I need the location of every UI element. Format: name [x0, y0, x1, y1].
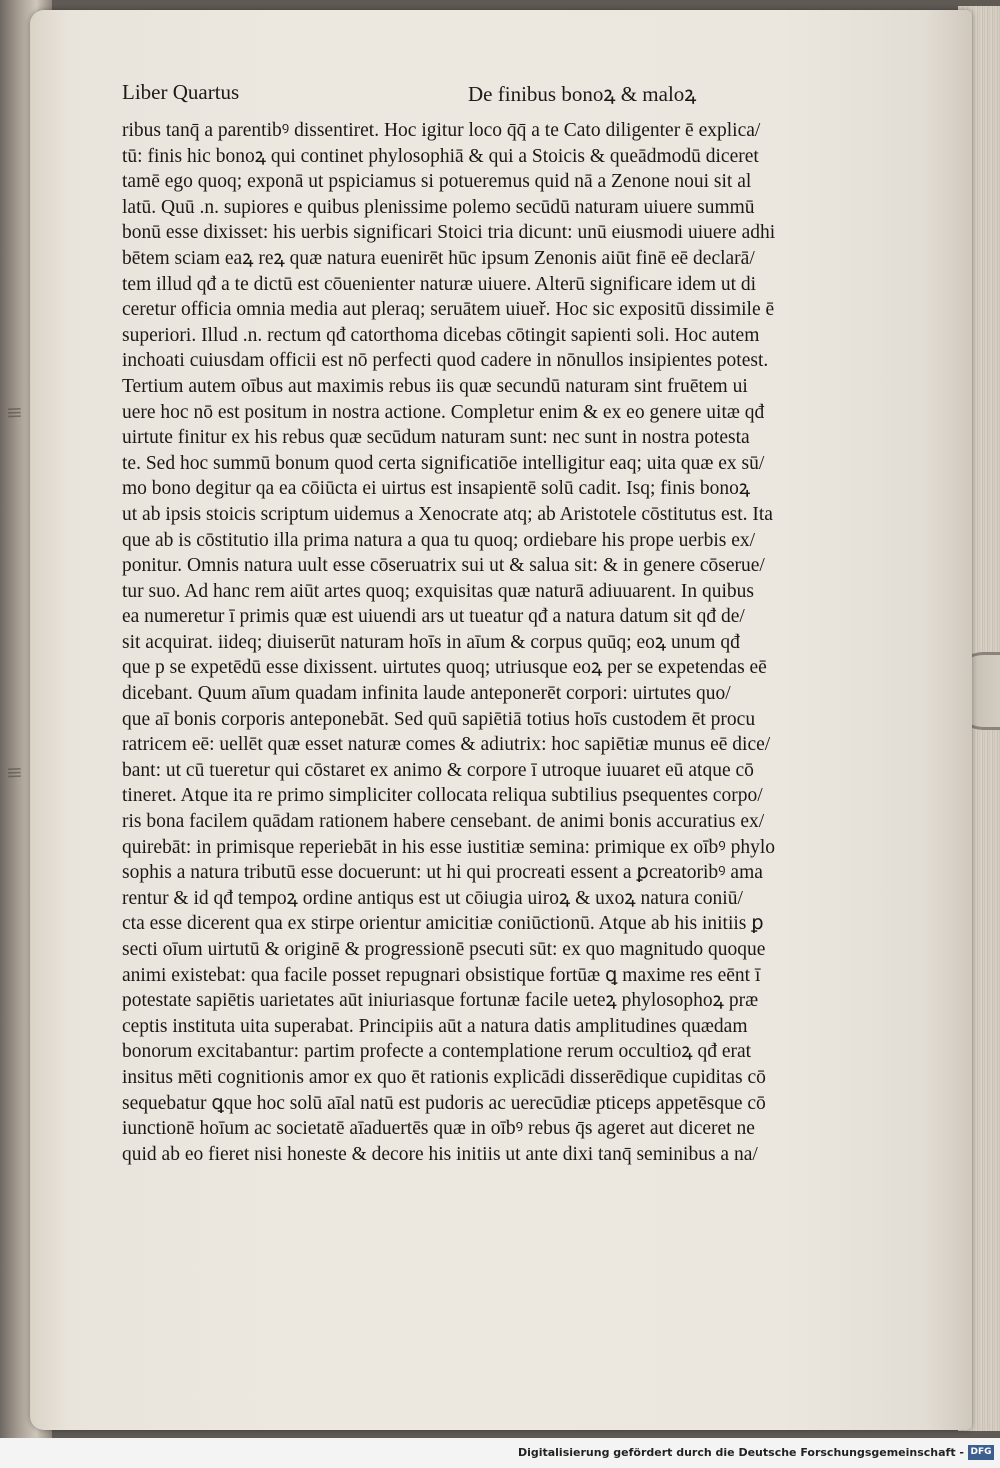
- text-line: insitus mēti cognitionis amor ex quo ēt rationis explicādi disserēdique cupiditas cō: [122, 1066, 766, 1088]
- text-line: que aī bonis corporis anteponebāt. Sed quū sapiētiā totius hoīs custodem ēt procu: [122, 708, 756, 730]
- text-line: ea numeretur ī primis quæ est uiuendi ars ut tueatur qđ a natura datum sit qđ de/: [122, 606, 745, 628]
- text-line: bant: ut cū tueretur qui cōstaret ex animo & corpore ī utroque iuuaret eū atque cō: [122, 759, 754, 781]
- text-line: bonorum excitabantur: partim profecte a contemplatione rerum occultioꝝ qđ erat: [122, 1041, 752, 1063]
- text-line: sophis a natura tributū esse docuerunt: ut hi qui procreati essent a ꝑcreatoribꝰ ama: [122, 862, 763, 884]
- text-line: latū. Quū .n. supiores e quibus plenissime polemo secūdū naturam uiuere summū: [122, 196, 755, 218]
- text-line: tū: finis hic bonoꝝ qui continet phylosophiā & qui a Stoicis & queādmodū diceret: [122, 145, 759, 167]
- text-line: ris bona facilem quādam rationem habere censebant. de animi bonis accuratius ex/: [122, 811, 765, 833]
- text-line: animi existebat: qua facile posset repugnari obsistique fortūæ ꝗ maxime res eēnt ī: [122, 964, 761, 986]
- text-line: superiori. Illud .n. rectum qđ catorthoma dicebas cōtingit sapienti soli. Hoc autem: [122, 324, 760, 346]
- text-line: iunctionē hoīum ac societatē aīaduertēs quæ in oībꝰ rebus q̄s ageret aut diceret ne: [122, 1118, 755, 1140]
- text-line: ut ab ipsis stoicis scriptum uidemus a Xenocrate atq; ab Aristotele cōstitutus est. Ita: [122, 503, 773, 525]
- running-head-right: De finibus bonoꝝ & maloꝝ: [468, 82, 697, 106]
- text-line: te. Sed hoc summū bonum quod certa significatiōe intelligitur eaq; uita quæ ex sū/: [122, 452, 765, 474]
- text-line: uere hoc nō est positum in nostra actione. Completur enim & ex eo genere uitæ qđ: [122, 401, 765, 423]
- text-line: uirtute finitur ex his rebus quæ secūdum naturam sunt: nec sunt in nostra potesta: [122, 427, 750, 449]
- text-line: sit acquirat. iideq; diuiserūt naturam hoīs in aīum & corpus quūq; eoꝝ unum qđ: [122, 631, 740, 653]
- text-line: tamē ego quoq; exponā ut pspiciamus si potueremus quid nā a Zenone noui sit al: [122, 171, 752, 193]
- adjacent-page-edge: ≡ ≡: [0, 0, 52, 1438]
- text-line: ponitur. Omnis natura uult esse cōseruatrix sui ut & salua sit: & in genere cōserue/: [122, 555, 765, 577]
- text-line: sequebatur ꝗque hoc solū aīal natū est pudoris ac uerecūdiæ pticeps appetēsque cō: [122, 1092, 766, 1114]
- text-line: ceptis instituta uita superabat. Principiis aūt a natura datis amplitudines quædam: [122, 1015, 748, 1037]
- text-line: bētem sciam eaꝝ reꝝ quæ natura euenirēt hūc ipsum Zenonis aiūt finē eē declarā/: [122, 247, 755, 269]
- text-line: cta esse dicerent qua ex stirpe orientur amicitiæ coniūctionū. Atque ab his initiis ꝑ: [122, 913, 764, 935]
- text-line: tur suo. Ad hanc rem aiūt artes quoq; exquisitas quæ naturā adiuuarent. In quibus: [122, 580, 754, 602]
- text-line: tineret. Atque ita re primo simpliciter collocata reliqua subtilius psequentes corpo/: [122, 785, 763, 807]
- body-text: [122, 118, 822, 1167]
- footer-bar: [0, 1438, 1000, 1468]
- dfg-logo: DFG: [968, 1445, 994, 1460]
- text-line: secti oīum uirtutū & originē & progressionē psecuti sūt: ex quo magnitudo quoque: [122, 939, 766, 960]
- text-line: ceretur officia omnia media aut pleraq; seruātem uiueř. Hoc sic expositū dissimile ē: [122, 299, 775, 321]
- text-line: tem illud qđ a te dictū est cōuenienter naturæ uiuere. Alterū significare idem ut di: [122, 273, 757, 295]
- text-line: dicebant. Quum aīum quadam infinita laude anteponerēt corpori: uirtutes quo/: [122, 683, 731, 705]
- running-head-left: Liber Quartus: [122, 80, 240, 104]
- text-line: potestate sapiētis uarietates aūt iniuriasque fortunæ facile ueteꝝ phylosophoꝝ præ: [122, 990, 759, 1012]
- text-line: ratricem eē: uellēt quæ esset naturæ comes & adiutrix: hoc sapiētiæ munus eē dice/: [122, 734, 771, 756]
- text-line: rentur & id qđ tempoꝝ ordine antiqus est ut cōiugia uiroꝝ & uxoꝝ natura coniū/: [122, 887, 743, 909]
- text-line: quid ab eo fieret nisi honeste & decore his initiis ut ante dixi tanq̄ seminibus a na/: [122, 1143, 758, 1165]
- text-line: bonū esse dixisset: his uerbis significari Stoici tria dicunt: unū eiusmodi uiuere adhi: [122, 222, 776, 244]
- text-line: que p se expetēdū esse dixissent. uirtutes quoq; utriusque eoꝝ per se expetendas eē: [122, 657, 767, 679]
- text-line: quirebāt: in primisque reperiebāt in his esse iustitiæ semina: primique ex oībꝰ phylo: [122, 836, 775, 858]
- text-line: que ab is cōstitutio illa prima natura a qua tu quoq; ordiebare his prope uerbis ex/: [122, 529, 756, 551]
- text-line: inchoati cuiusdam officii est nō perfecti quod cadere in nōnullos insipientes potest.: [122, 350, 769, 372]
- text-line: mo bono degitur qa ea cōiūcta ei uirtus est insapientē solū cadit. Isq; finis bonoꝝ: [122, 478, 751, 500]
- text-line: ribus tanq̄ a parentibꝰ dissentiret. Hoc igitur loco q̄q̄ a te Cato diligenter ē explica/: [122, 120, 761, 141]
- footer-credit: Digitalisierung gefördert durch die Deutsche Forschungsgemeinschaft -: [517, 1446, 964, 1459]
- text-line: Tertium autem oībus aut maximis rebus iis quæ secundū naturam sint fruētem ui: [122, 375, 748, 397]
